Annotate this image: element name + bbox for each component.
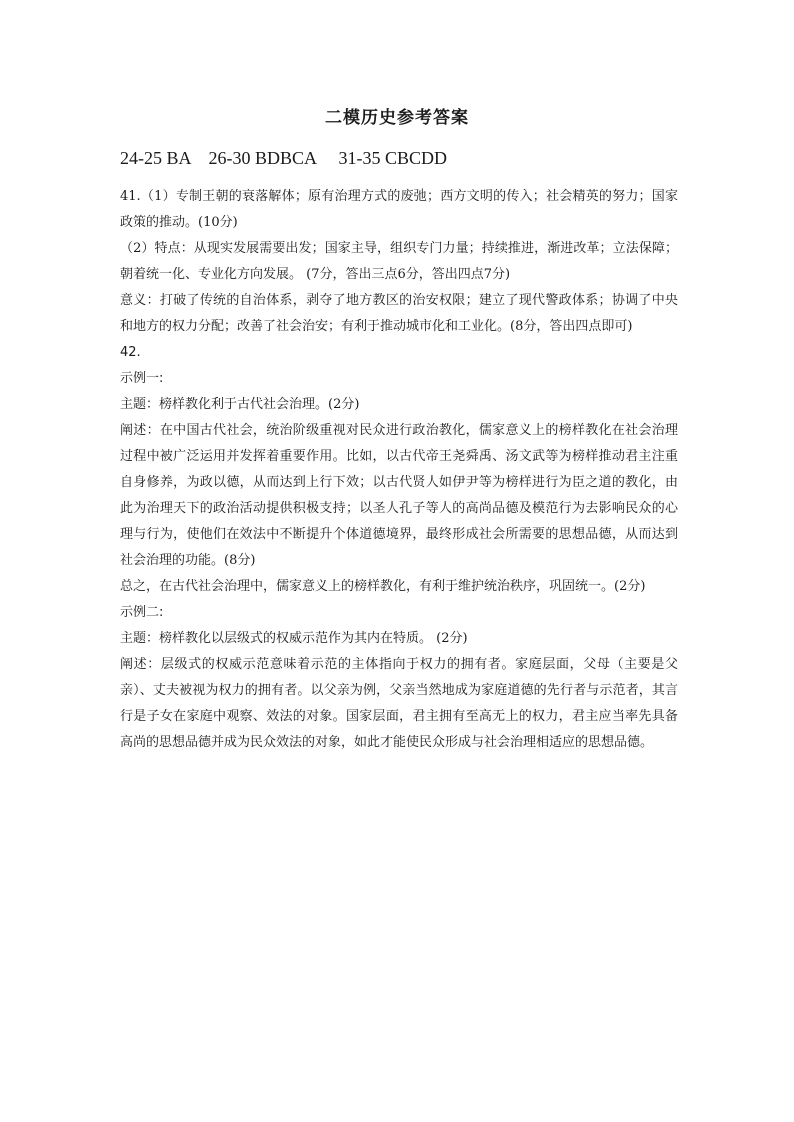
q42-example2-label: 示例二:: [120, 605, 164, 620]
q42-number: 42.: [120, 345, 141, 360]
q41-part2: （2）特点：从现实发展需要出发；国家主导，组织专门力量；持续推进，渐进改革；立法保障；朝着统一化、专业化方向发展。 (7分，答出三点6分，答出四点7分): [120, 241, 678, 282]
choice-answers: 24-25 BA 26-30 BDBCA 31-35 CBCDD: [120, 148, 448, 168]
answer-content: [120, 184, 678, 756]
q42-example1-theme: 主题：榜样教化利于古代社会治理。(2分): [120, 397, 360, 412]
q41-significance: 意义：打破了传统的自治体系，剥夺了地方教区的治安权限；建立了现代警政体系；协调了中央和地方的权力分配；改善了社会治安；有利于推动城市化和工业化。(8分，答出四点即可): [120, 293, 678, 334]
page-title: 二模历史参考答案: [325, 108, 469, 128]
q42-example1-elaboration: 阐述：在中国古代社会，统治阶级重视对民众进行政治教化，儒家意义上的榜样教化在社会治理过程中被广泛运用并发挥着重要作用。比如，以古代帝王尧舜禹、汤文武等为榜样推动君主注重自身修养，为政以德，从而达到上行下效；以古代贤人如伊尹等为榜样进行为臣之道的教化，由此为治理天下的政治活动提供积极支持；以圣人孔子等人的高尚品德及模范行为去影响民众的心理与行为，使他们在效法中不断提升个体道德境界，最终形成社会所需要的思想品德，从而达到社会治理的功能。(8分): [120, 423, 678, 568]
q42-example2-theme: 主题：榜样教化以层级式的权威示范作为其内在特质。 (2分): [120, 631, 468, 646]
q42-example2-elaboration: 阐述：层级式的权威示范意味着示范的主体指向于权力的拥有者。家庭层面，父母（主要是父亲）、丈夫被视为权力的拥有者。以父亲为例，父亲当然地成为家庭道德的先行者与示范者，其言行是子女在家庭中观察、效法的对象。国家层面，君主拥有至高无上的权力，君主应当率先具备高尚的思想品德并成为民众效法的对象，如此才能使民众形成与社会治理相适应的思想品德。: [120, 657, 678, 750]
q42-example1-label: 示例一:: [120, 371, 164, 386]
q42-example1-conclusion: 总之，在古代社会治理中，儒家意义上的榜样教化，有利于维护统治秩序，巩固统一。(2分): [120, 579, 646, 594]
q41-part1: 41.（1）专制王朝的衰落解体；原有治理方式的废弛；西方文明的传入；社会精英的努力；国家政策的推动。(10分): [120, 189, 678, 230]
